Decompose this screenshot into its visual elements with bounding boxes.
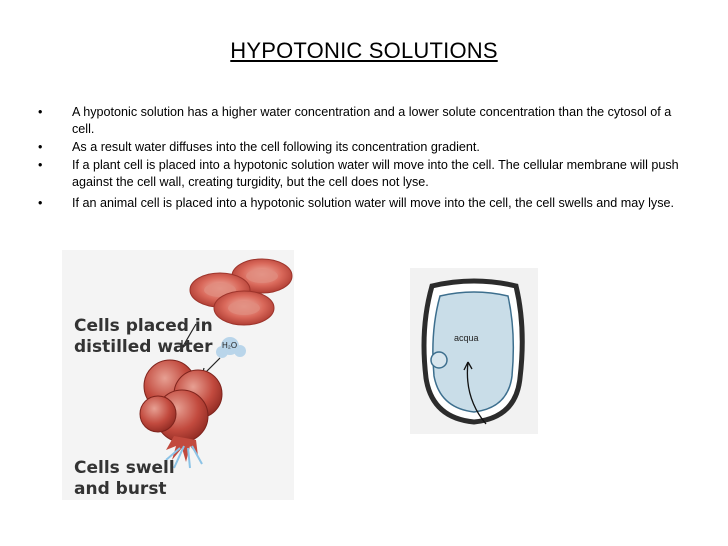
label-line: and burst (74, 479, 167, 499)
label-cells-burst (74, 458, 175, 500)
bullet-dot: • (38, 140, 43, 154)
plant-cell-illustration (410, 268, 538, 434)
swollen-cell (140, 360, 222, 442)
bullet-text: As a result water diffuses into the cell following its concentration gradient. (72, 140, 480, 154)
animal-cell-figure (62, 250, 294, 500)
bullet-dot: • (38, 158, 43, 172)
red-blood-cell (214, 291, 274, 325)
bullet-text: If a plant cell is placed into a hypotonic solution water will move into the cell. The cellular membrane will push against the cell wall, creating turgidity, but the cell does not lyse. (72, 158, 679, 189)
water-label: acqua (454, 333, 479, 343)
bullet-dot: • (38, 105, 43, 119)
bullet-text: A hypotonic solution has a higher water concentration and a lower solute concentration than the cytosol of a cell. (72, 105, 672, 136)
slide-title: HYPOTONIC SOLUTIONS (230, 38, 498, 63)
label-line: Cells placed in (74, 316, 213, 336)
plant-cell-figure (410, 268, 538, 434)
h2o-label: H₂O (222, 341, 238, 350)
vacuole (433, 292, 513, 412)
bullet-list (38, 104, 688, 215)
nucleus (431, 352, 447, 368)
bullet-text: If an animal cell is placed into a hypotonic solution water will move into the cell, the cell swells and may lyse. (72, 196, 674, 210)
bullet-item (38, 104, 688, 138)
bullet-item (38, 192, 688, 214)
label-cells-placed (74, 316, 213, 358)
label-line: distilled water (74, 337, 213, 357)
bullet-dot: • (38, 196, 43, 210)
bullet-item (38, 139, 688, 156)
bullet-item (38, 157, 688, 191)
label-line: Cells swell (74, 458, 175, 478)
